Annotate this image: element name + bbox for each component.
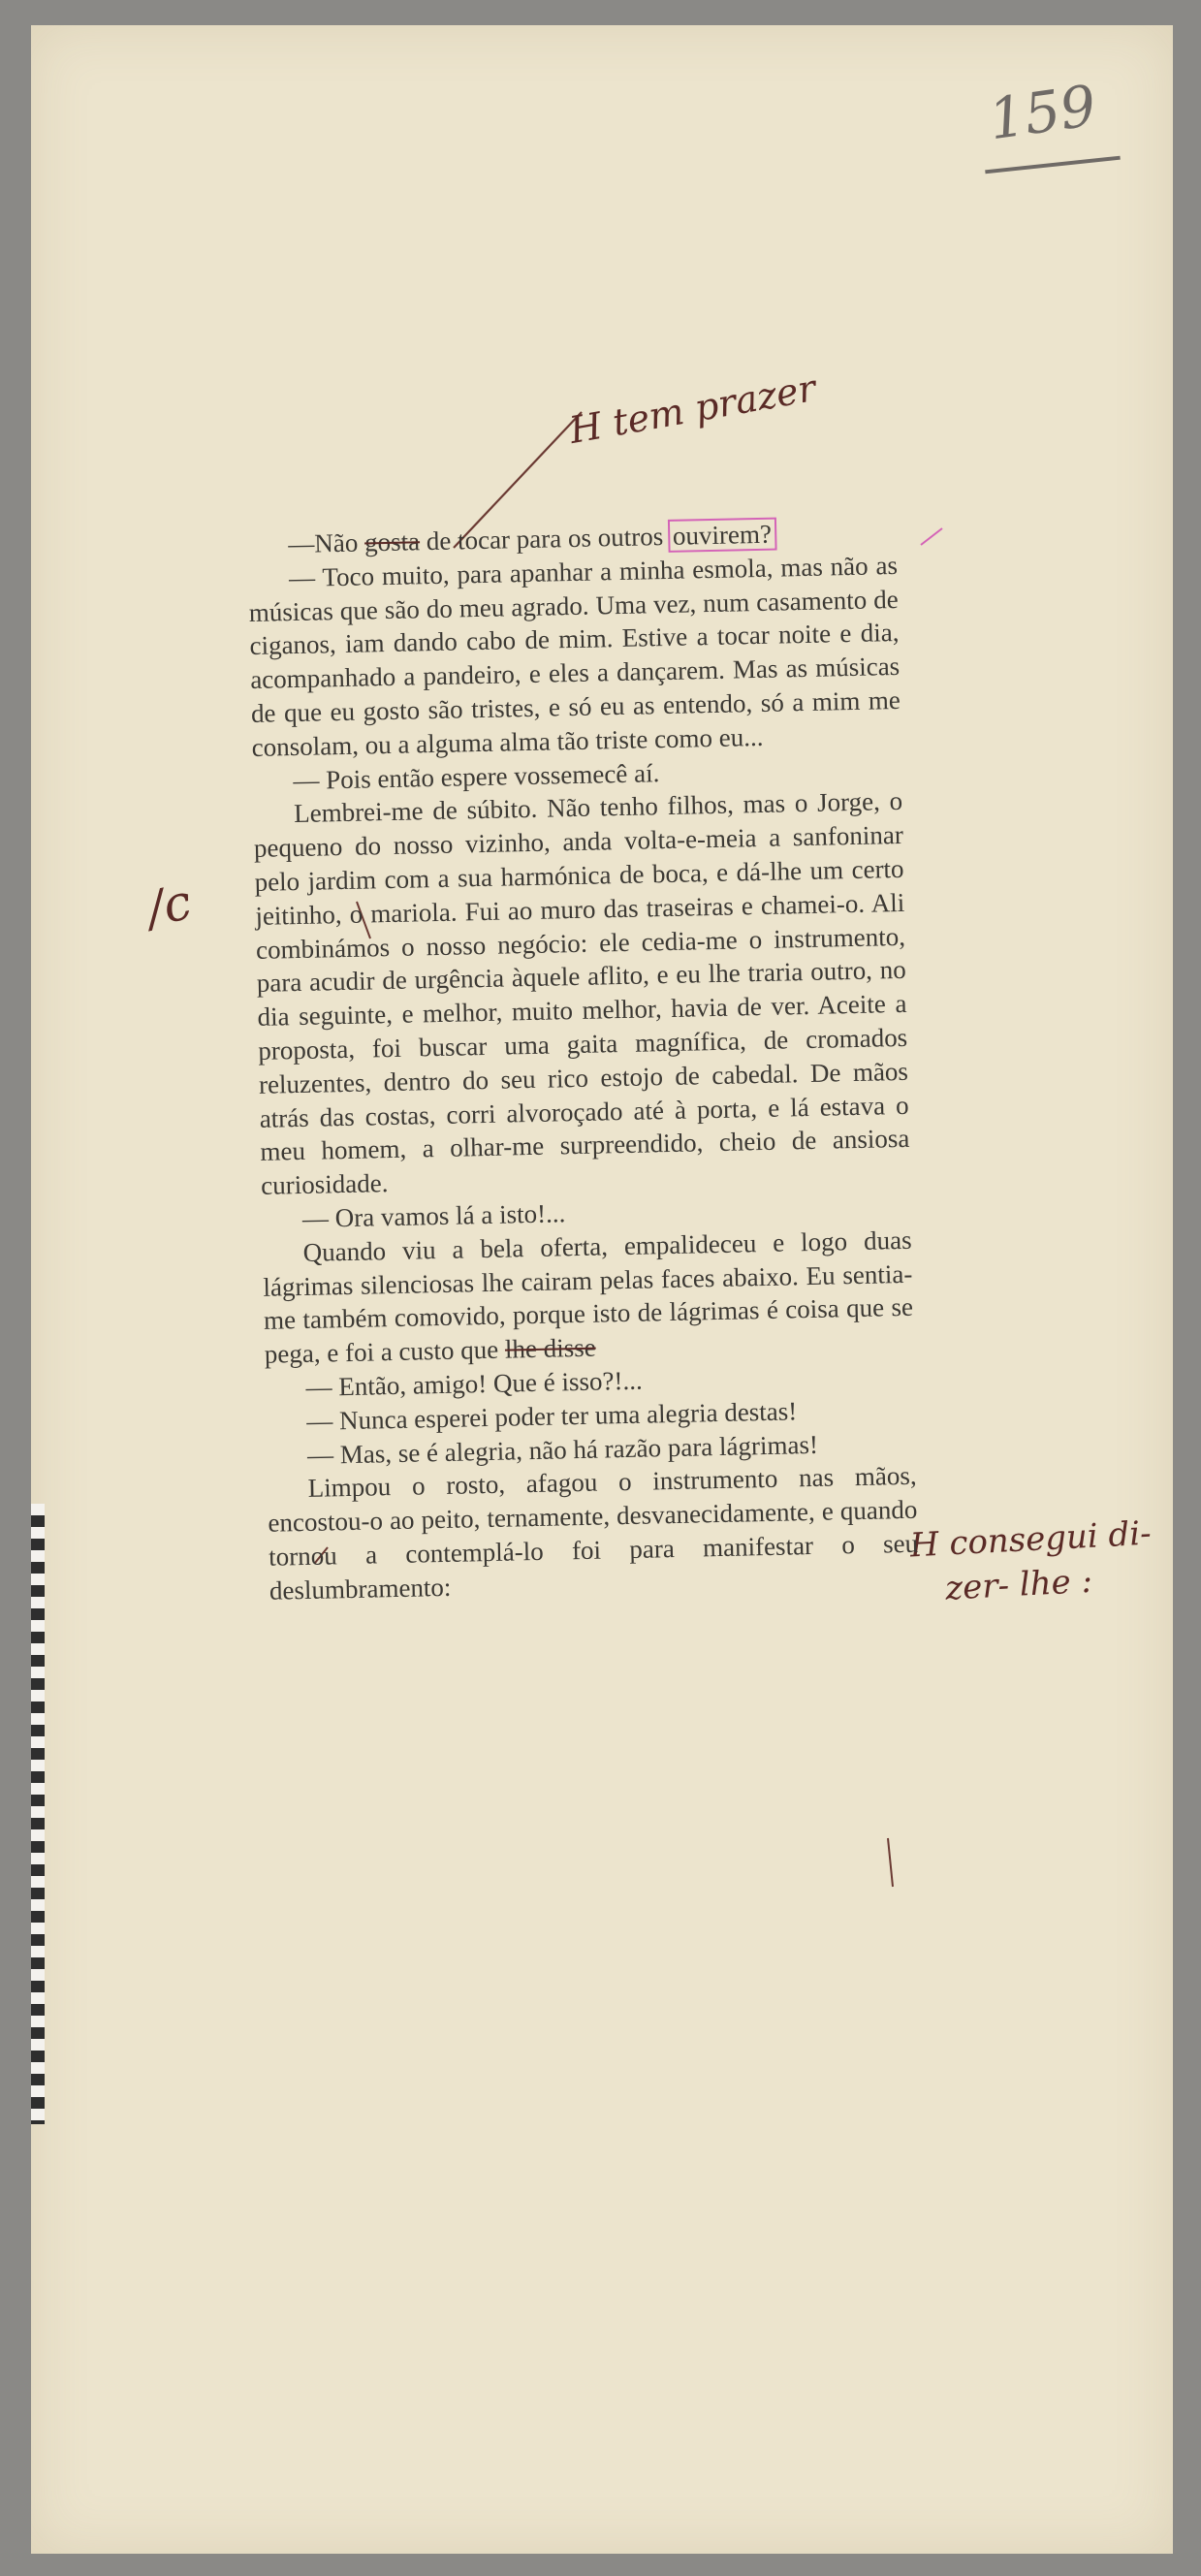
closing-bracket-stroke bbox=[888, 1838, 893, 1887]
paragraph: — Pois então espere vossemecê aí. bbox=[293, 757, 660, 795]
struck-phrase: lhe disse bbox=[504, 1332, 596, 1364]
pink-box-tail bbox=[921, 528, 942, 545]
struck-word: gosta bbox=[363, 526, 421, 557]
page-number: 159 bbox=[984, 72, 1100, 153]
paragraph: Limpou o rosto, afagou o instrumento nas mãos, encostou-o ao peito, ternamente, desvanecidamente, e quando tornou a contemplá-lo foi para manifestar o seu deslumbramento: bbox=[268, 1461, 919, 1606]
top-handwritten-note: H tem prazer bbox=[566, 366, 819, 452]
paragraph: —Não gosta de tocar para os outros ouvirem? bbox=[247, 515, 898, 562]
paragraph: — Nunca esperei poder ter uma alegria destas! bbox=[305, 1396, 798, 1436]
side-note-line: H consegui di- bbox=[908, 1513, 1153, 1566]
side-handwritten-note bbox=[909, 1511, 1154, 1613]
typed-text-block bbox=[247, 515, 919, 1607]
margin-mark: /c bbox=[142, 873, 197, 938]
paragraph: Lembrei-me de súbito. Não tenho filhos, mas o Jorge, o pequeno do nosso vizinho, anda volta-e-meia a sanfoninar pelo jardim com a sua harmónica de boca, e dá-lhe um certo jeitinho, o mariola. Fui ao muro das traseiras e chamei-o. Ali combinámos o nosso negócio: ele cedia-me o instrumento, para acudir de urgência àquele aflito, e eu lhe traria outro, no dia seguinte, e melhor, muito melhor, havia de ver. Aceite a proposta, foi buscar uma gaita magnífica, de cromados reluzentes, dentro do seu rico estojo de cabedal. De mãos atrás das costas, corri alvoroçado até à porta, e lá estava o meu homem, a olhar-me surpreendido, cheio de ansiosa curiosidade. bbox=[253, 786, 910, 1200]
paragraph: — Então, amigo! Que é isso?!... bbox=[305, 1365, 643, 1402]
boxed-word: ouvirem? bbox=[670, 520, 775, 551]
paragraph: — Ora vamos lá a isto!... bbox=[301, 1198, 566, 1233]
paragraph: Quando viu a bela oferta, empalideceu e logo duas lágrimas silenciosas lhe cairam pelas faces abaixo. Eu sentia-me também comovido, porque isto de lágrimas é coisa que se pega, e foi a custo que lhe disse bbox=[263, 1224, 914, 1369]
side-note-line: zer- lhe : bbox=[944, 1561, 1093, 1608]
paragraph: — Toco muito, para apanhar a minha esmola, mas não as músicas que são do meu agrado. Uma vez, num casamento de ciganos, iam dando cabo de mim. Estive a tocar noite e dia, acompanhado a pandeiro, e eles a dançarem. Mas as músicas de que eu gosto são tristes, e só eu as entendo, só a mim me consolam, ou a alguma alma tão triste como eu... bbox=[248, 550, 901, 762]
paragraph: — Mas, se é alegria, não há razão para lágrimas! bbox=[306, 1429, 819, 1470]
